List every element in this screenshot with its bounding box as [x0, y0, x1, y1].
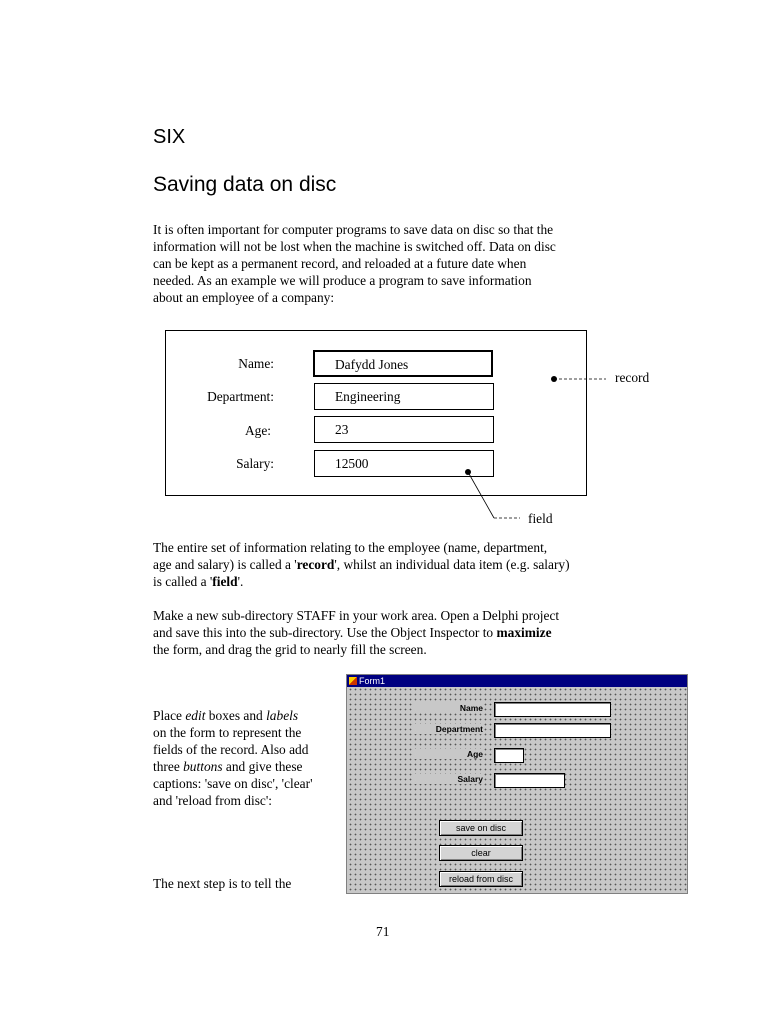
record-pointer — [551, 376, 606, 382]
record-line: age and salary) is called a 'record', whilst an individual data item (e.g. salary) — [153, 557, 570, 572]
delphi-form-window — [346, 674, 688, 894]
staff-line: the form, and drag the grid to nearly fill the screen. — [153, 642, 427, 657]
record-paragraph — [153, 539, 633, 590]
record-term: record — [296, 557, 335, 572]
record-line: is called a 'field'. — [153, 574, 244, 589]
field-pointer — [465, 469, 520, 518]
intro-line: can be kept as a permanent record, and reloaded at a future date when — [153, 256, 527, 271]
staff-line: and save this into the sub-directory. Use the Object Inspector to maximize — [153, 625, 552, 640]
save-on-disc-button[interactable]: save on disc — [439, 820, 523, 836]
intro-line: needed. As an example we will produce a program to save information — [153, 273, 532, 288]
field-annotation: field — [528, 511, 553, 526]
next-step-text: The next step is to tell the — [153, 876, 292, 891]
intro-line: about an employee of a company: — [153, 290, 335, 305]
form-title: Form1 — [359, 676, 386, 686]
page-number: 71 — [376, 924, 390, 939]
diagram-field-age: 23 — [314, 416, 494, 443]
page-title: Saving data on disc — [153, 173, 337, 196]
form-titlebar[interactable] — [347, 675, 687, 687]
reload-from-disc-button[interactable]: reload from disc — [439, 871, 523, 887]
form-label-name: Name — [413, 703, 483, 713]
form-label-department: Department — [413, 724, 483, 734]
form-label-age: Age — [413, 749, 483, 759]
department-edit[interactable] — [494, 723, 611, 738]
diagram-field-name: Dafydd Jones — [313, 350, 493, 377]
clear-button[interactable]: clear — [439, 845, 523, 861]
staff-paragraph — [153, 607, 633, 658]
form-label-salary: Salary — [413, 774, 483, 784]
diagram-label-salary: Salary: — [236, 456, 274, 471]
side-paragraph: Place edit boxes and labels on the form to represent the fields of the record. Also add three buttons and give these captions: 'save on disc', 'clear' and 'reload from disc': — [153, 708, 313, 808]
diagram-field-salary: 12500 — [314, 450, 494, 477]
name-edit[interactable] — [494, 702, 611, 717]
diagram-label-age: Age: — [244, 423, 271, 438]
age-edit[interactable] — [494, 748, 524, 763]
staff-line: Make a new sub-directory STAFF in your work area. Open a Delphi project — [153, 608, 560, 623]
diagram-field-department: Engineering — [314, 383, 494, 410]
maximize-term: maximize — [496, 625, 552, 640]
intro-line: It is often important for computer programs to save data on disc so that the — [153, 222, 554, 237]
record-annotation: record — [615, 370, 650, 385]
field-term: field — [212, 574, 238, 589]
record-line: The entire set of information relating to the employee (name, department, — [153, 540, 548, 555]
chapter-heading: SIX — [153, 126, 186, 148]
diagram-label-department: Department: — [207, 389, 274, 404]
salary-edit[interactable] — [494, 773, 565, 788]
intro-line: information will not be lost when the machine is switched off. Data on disc — [153, 239, 556, 254]
diagram-label-name: Name: — [238, 356, 274, 371]
app-icon — [349, 677, 357, 685]
